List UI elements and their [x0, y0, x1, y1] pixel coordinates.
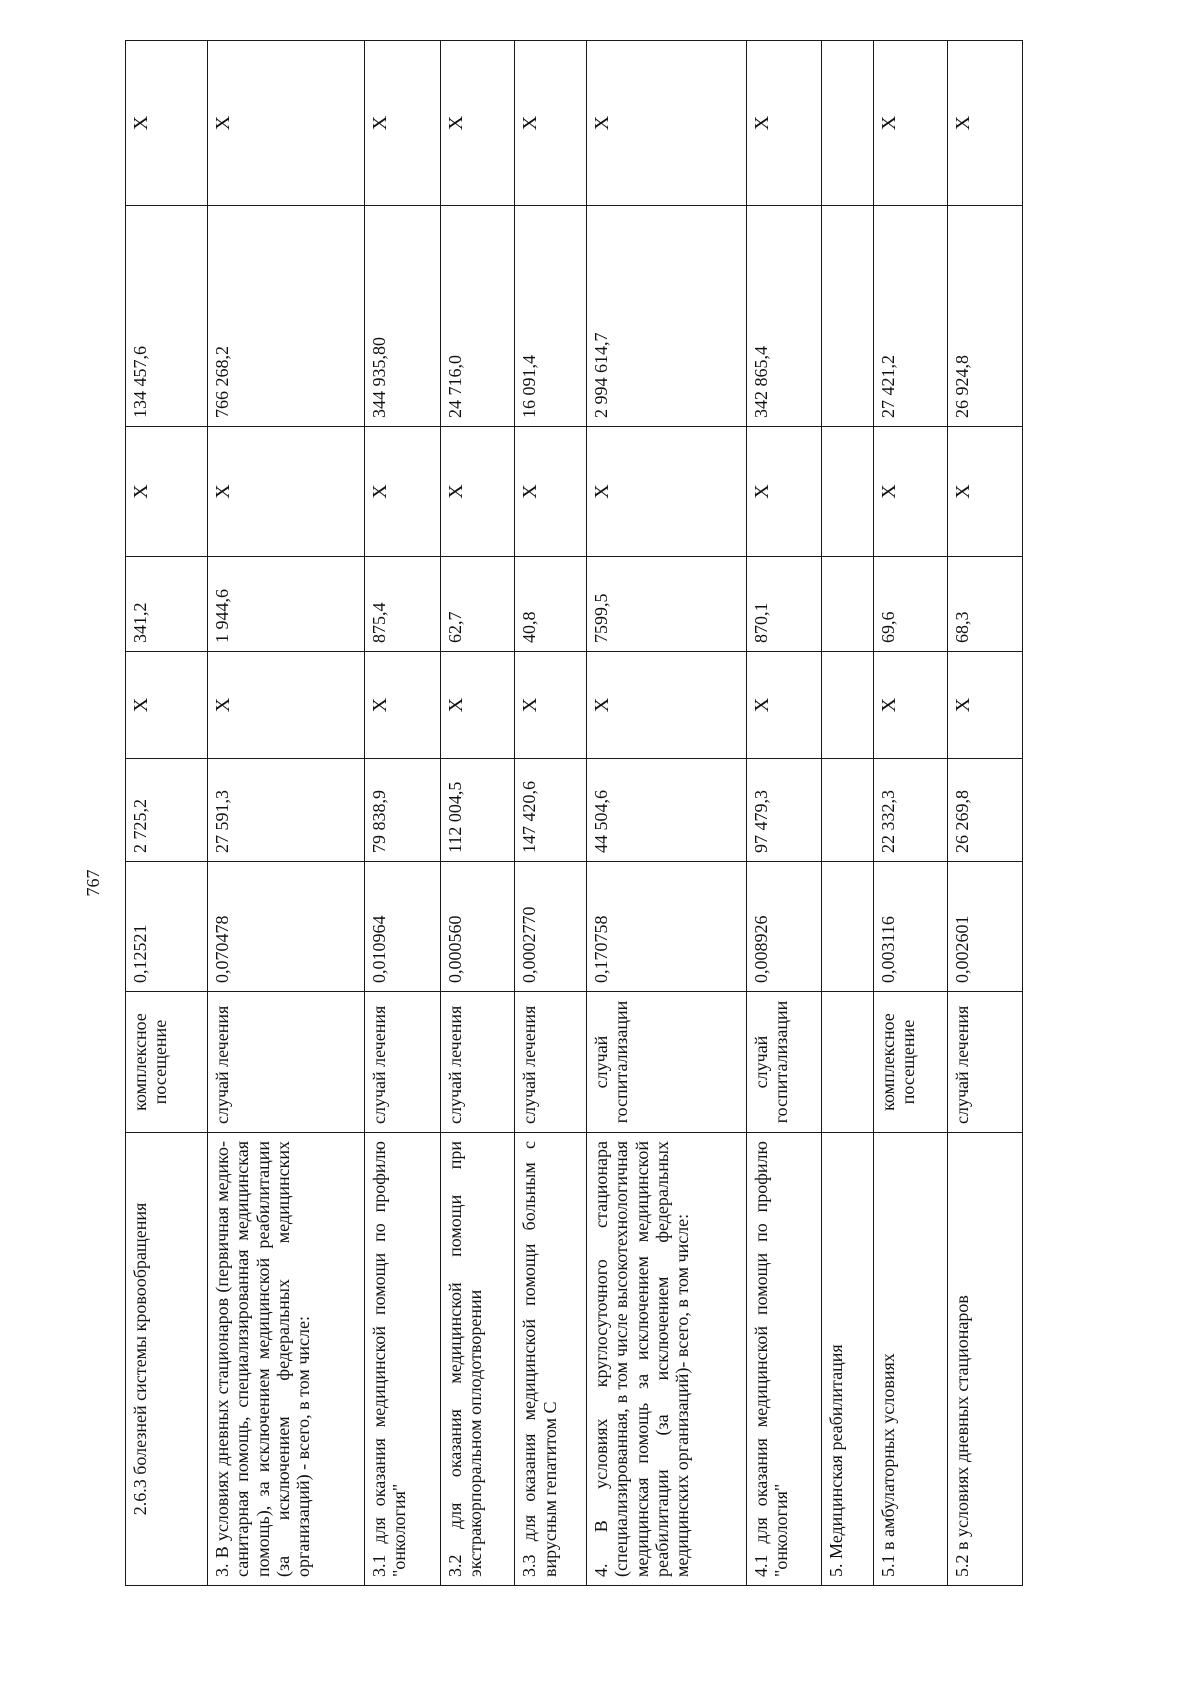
cell-x-mark: Х — [365, 41, 441, 206]
cell-norm-volume: 0,003116 — [873, 862, 948, 992]
cell-x-mark: Х — [440, 41, 515, 206]
cell-indicator-name: 5.1 в амбулаторных условиях — [873, 1133, 948, 1586]
page-number: 767 — [83, 869, 103, 897]
cell-total: 342 865,4 — [746, 206, 822, 427]
cell-x-mark: Х — [208, 41, 365, 206]
table-row — [746, 41, 822, 1586]
cell-indicator-name: 5. Медицинская реабилитация — [822, 1133, 873, 1586]
cell-indicator-name: 3. В условиях дневных стационаров (первичная медико-санитарная помощь, специализированная медицинская помощь), за исключением медицинской реабилитации (за исключением федеральных медицинских организаций) - всего, в том числе: — [208, 1133, 365, 1586]
cell-unit-cost: 2 725,2 — [126, 759, 208, 862]
cell-norm-volume: 0,170758 — [587, 862, 746, 992]
cell-x-mark: Х — [873, 652, 948, 759]
cell-norm-volume — [822, 862, 873, 992]
cell-x-mark: Х — [587, 41, 746, 206]
cell-norm-volume: 0,0002770 — [515, 862, 587, 992]
table-row — [208, 41, 365, 1586]
cell-unit: случай лечения — [948, 992, 1023, 1133]
cell-unit: случай лечения — [440, 992, 515, 1133]
cell-total: 26 924,8 — [948, 206, 1023, 427]
cell-x-mark: Х — [515, 427, 587, 557]
cell-indicator-name: 3.1 для оказания медицинской помощи по профилю "онкология" — [365, 1133, 441, 1586]
table-body — [126, 41, 1023, 1586]
cell-unit-cost: 147 420,6 — [515, 759, 587, 862]
cell-total: 134 457,6 — [126, 206, 208, 427]
cell-unit-cost: 97 479,3 — [746, 759, 822, 862]
cell-x-mark: Х — [948, 41, 1023, 206]
cell-per-capita: 870,1 — [746, 557, 822, 652]
cell-norm-volume: 0,002601 — [948, 862, 1023, 992]
cell-x-mark: Х — [365, 427, 441, 557]
table-row — [440, 41, 515, 1586]
cell-x-mark: Х — [515, 652, 587, 759]
cell-x-mark: Х — [873, 41, 948, 206]
cell-unit-cost: 79 838,9 — [365, 759, 441, 862]
cell-total: 16 091,4 — [515, 206, 587, 427]
cell-indicator-name: 4. В условиях круглосуточного стационара (специализированная, в том числе высокотехнологичная медицинская помощь за исключением медицинской реабилитации (за исключением федеральных медицинских организаций)- всего, в том числе: — [587, 1133, 746, 1586]
cell-x-mark: Х — [587, 652, 746, 759]
cell-indicator-name: 5.2 в условиях дневных стационаров — [948, 1133, 1023, 1586]
cell-unit-cost: 22 332,3 — [873, 759, 948, 862]
cell-x-mark — [822, 652, 873, 759]
cell-x-mark: Х — [515, 41, 587, 206]
cell-total: 766 268,2 — [208, 206, 365, 427]
cell-x-mark: Х — [365, 652, 441, 759]
cell-unit — [822, 992, 873, 1133]
cell-x-mark: Х — [126, 652, 208, 759]
cell-indicator-name: 2.6.3 болезней системы кровообращения — [126, 1133, 208, 1586]
cell-x-mark: Х — [746, 427, 822, 557]
cell-norm-volume: 0,070478 — [208, 862, 365, 992]
cell-norm-volume: 0,010964 — [365, 862, 441, 992]
cell-unit: случай госпитализации — [746, 992, 822, 1133]
cell-x-mark: Х — [948, 427, 1023, 557]
cell-per-capita — [822, 557, 873, 652]
table-row — [822, 41, 873, 1586]
cell-x-mark: Х — [208, 652, 365, 759]
cell-indicator-name: 3.2 для оказания медицинской помощи при экстракорпоральном оплодотворении — [440, 1133, 515, 1586]
cell-x-mark: Х — [208, 427, 365, 557]
cell-unit-cost — [822, 759, 873, 862]
cell-unit-cost: 27 591,3 — [208, 759, 365, 862]
cell-unit: комплексное посещение — [873, 992, 948, 1133]
cell-x-mark: Х — [587, 427, 746, 557]
cell-per-capita: 875,4 — [365, 557, 441, 652]
cell-norm-volume: 0,000560 — [440, 862, 515, 992]
data-table — [125, 40, 1023, 1586]
cell-unit: случай лечения — [208, 992, 365, 1133]
cell-unit: случай лечения — [365, 992, 441, 1133]
cell-norm-volume: 0,12521 — [126, 862, 208, 992]
cell-unit-cost: 112 004,5 — [440, 759, 515, 862]
cell-indicator-name: 4.1 для оказания медицинской помощи по профилю "онкология" — [746, 1133, 822, 1586]
cell-x-mark: Х — [440, 652, 515, 759]
cell-x-mark: Х — [746, 652, 822, 759]
table-row — [873, 41, 948, 1586]
table-row — [365, 41, 441, 1586]
table-row — [515, 41, 587, 1586]
cell-per-capita: 341,2 — [126, 557, 208, 652]
cell-unit: случай госпитализации — [587, 992, 746, 1133]
rotated-table-wrapper — [125, 41, 1023, 1586]
cell-per-capita: 69,6 — [873, 557, 948, 652]
cell-x-mark: Х — [746, 41, 822, 206]
cell-per-capita: 68,3 — [948, 557, 1023, 652]
cell-x-mark: Х — [440, 427, 515, 557]
cell-per-capita: 1 944,6 — [208, 557, 365, 652]
cell-x-mark: Х — [948, 652, 1023, 759]
cell-x-mark: Х — [126, 41, 208, 206]
cell-per-capita: 7599,5 — [587, 557, 746, 652]
cell-x-mark — [822, 41, 873, 206]
cell-indicator-name: 3.3 для оказания медицинской помощи больным с вирусным гепатитом С — [515, 1133, 587, 1586]
cell-unit-cost: 44 504,6 — [587, 759, 746, 862]
cell-norm-volume: 0,008926 — [746, 862, 822, 992]
table-row — [948, 41, 1023, 1586]
cell-total — [822, 206, 873, 427]
cell-unit: комплексное посещение — [126, 992, 208, 1133]
table-row — [126, 41, 208, 1586]
cell-total: 27 421,2 — [873, 206, 948, 427]
cell-per-capita: 62,7 — [440, 557, 515, 652]
table-row — [587, 41, 746, 1586]
cell-total: 24 716,0 — [440, 206, 515, 427]
cell-x-mark: Х — [873, 427, 948, 557]
cell-per-capita: 40,8 — [515, 557, 587, 652]
cell-total: 344 935,80 — [365, 206, 441, 427]
cell-unit: случай лечения — [515, 992, 587, 1133]
cell-unit-cost: 26 269,8 — [948, 759, 1023, 862]
cell-x-mark: Х — [126, 427, 208, 557]
cell-total: 2 994 614,7 — [587, 206, 746, 427]
cell-x-mark — [822, 427, 873, 557]
